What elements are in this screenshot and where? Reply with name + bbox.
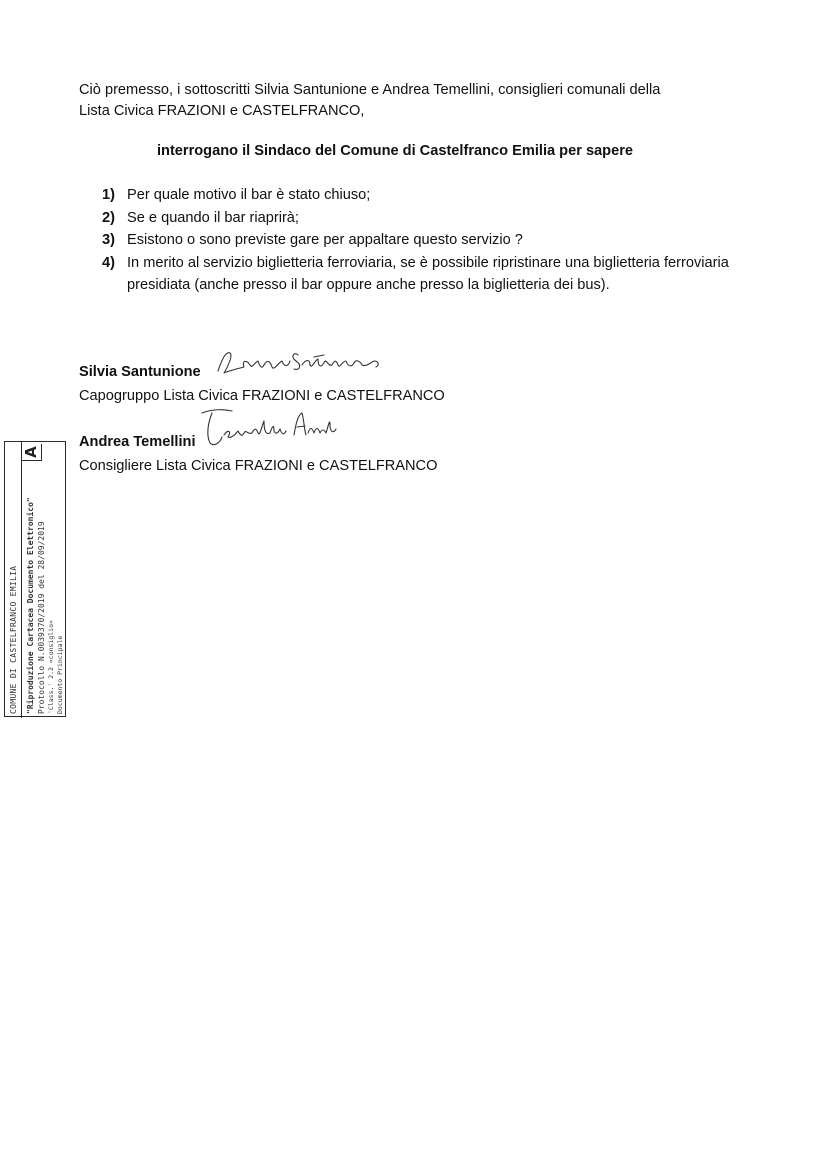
signature-santunione <box>214 345 386 381</box>
protocol-stamp-content <box>5 442 67 718</box>
intro-paragraph <box>79 80 719 122</box>
list-item-number: 3) <box>102 232 115 248</box>
list-item-number: 4) <box>102 254 115 271</box>
list-item <box>102 184 742 207</box>
list-item <box>102 229 742 252</box>
list-item-text: Esistono o sono previste gare per appaltare questo servizio ? <box>127 232 523 248</box>
list-item <box>102 252 742 297</box>
intro-line-2: Lista Civica FRAZIONI e CASTELFRANCO, <box>79 103 365 119</box>
list-item <box>102 207 742 230</box>
list-item-text: Per quale motivo il bar è stato chiuso; <box>127 187 371 203</box>
list-item-number: 1) <box>102 187 115 203</box>
list-item-text: In merito al servizio biglietteria ferroviaria, se è possibile ripristinare una biglietteria ferroviaria presidiata (anche presso il bar oppure anche presso la biglietteria dei bus). <box>127 254 729 293</box>
stamp-divider <box>21 442 22 718</box>
signatory-role-temellini: Consigliere Lista Civica FRAZIONI e CASTELFRANCO <box>79 458 438 474</box>
stamp-municipality: COMUNE DI CASTELFRANCO EMILIA <box>9 565 18 714</box>
signatory-name-santunione: Silvia Santunione <box>79 364 201 380</box>
stamp-letter-box: A <box>22 444 42 461</box>
question-list <box>102 184 742 297</box>
stamp-classification: 'Class.' 2.2 «consiglio» <box>47 620 55 714</box>
stamp-document-type: Documento Principale <box>56 635 64 714</box>
signature-temellini <box>198 405 340 449</box>
list-item-text: Se e quando il bar riaprirà; <box>127 209 299 226</box>
stamp-reproduction-notice: "Riproduzione Cartacea Documento Elettronico" <box>26 497 35 714</box>
intro-line-1: Ciò premesso, i sottoscritti Silvia Santunione e Andrea Temellini, consiglieri comunali della <box>79 82 661 98</box>
section-heading: interrogano il Sindaco del Comune di Castelfranco Emilia per sapere <box>156 143 634 159</box>
signatory-role-santunione: Capogruppo Lista Civica FRAZIONI e CASTELFRANCO <box>79 388 445 404</box>
protocol-stamp <box>4 441 66 717</box>
signatory-name-temellini: Andrea Temellini <box>79 434 196 450</box>
stamp-protocol-number: Protocollo N.0039370/2019 del 28/09/2019 <box>37 521 46 714</box>
list-item-number: 2) <box>102 209 115 226</box>
